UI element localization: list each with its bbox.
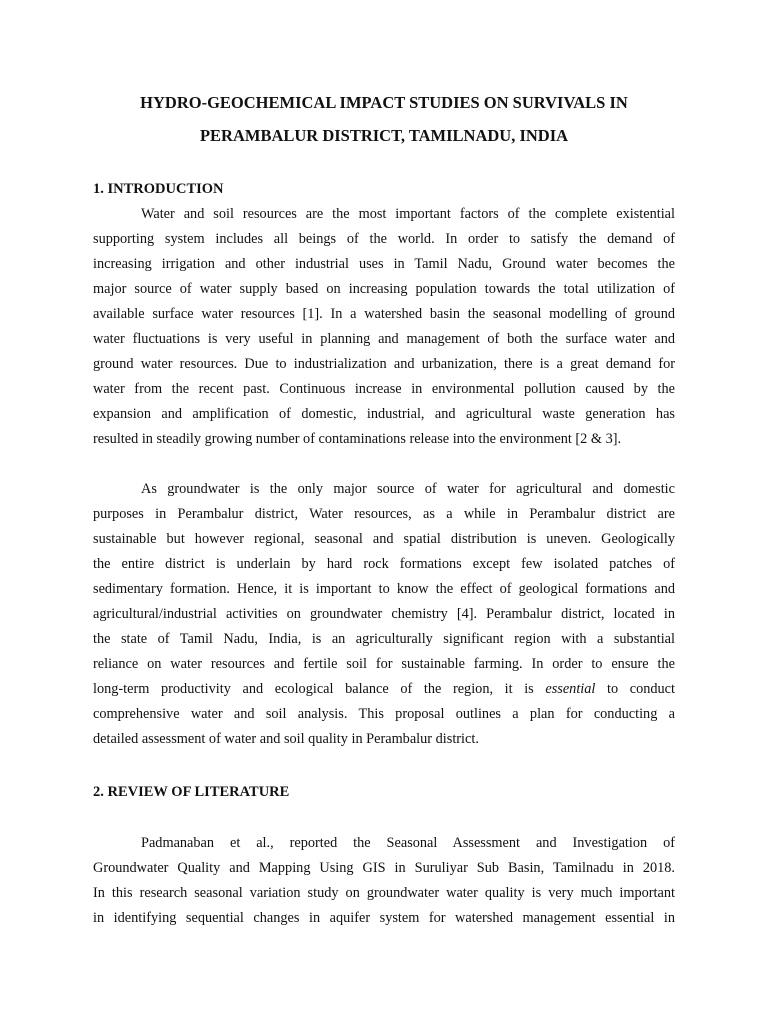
paragraph-line: As groundwater is the only major source of water for agricultural and domestic: [141, 481, 675, 497]
paragraph-line: expansion and amplification of domestic, industrial, and agricultural waste generation has: [93, 406, 675, 422]
paragraph-line: resulted in steadily growing number of contaminations release into the environment [2 & 3].: [93, 431, 622, 447]
paragraph-line: the entire district is underlain by hard rock formations except few isolated patches of: [93, 556, 675, 572]
review-paragraph-1: [93, 831, 675, 931]
section-heading-introduction: 1. INTRODUCTION: [93, 181, 224, 197]
paragraph-line: in identifying sequential changes in aquifer system for watershed management essential in: [93, 910, 675, 926]
paragraph-line: Groundwater Quality and Mapping Using GIS in Suruliyar Sub Basin, Tamilnadu in 2018.: [93, 860, 675, 876]
document-title-line-2: PERAMBALUR DISTRICT, TAMILNADU, INDIA: [199, 126, 569, 145]
paragraph-line: the state of Tamil Nadu, India, is an agriculturally significant region with a substantial: [93, 631, 675, 647]
paragraph-line: reliance on water resources and fertile soil for sustainable farming. In order to ensure the: [93, 656, 675, 672]
paragraph-line: supporting system includes all beings of the world. In order to satisfy the demand of: [93, 231, 675, 247]
paragraph-line: available surface water resources [1]. In a watershed basin the seasonal modelling of ground: [93, 306, 675, 322]
paragraph-line: sustainable but however regional, seasonal and spatial distribution is uneven. Geologically: [93, 531, 675, 547]
line-text-after-emphasis: to conduct: [595, 681, 676, 697]
line-text-before-emphasis: long-term productivity and ecological balance of the region, it is: [93, 681, 546, 697]
paragraph-line: water fluctuations is very useful in planning and management of both the surface water and: [93, 331, 675, 347]
paragraph-line: water from the recent past. Continuous increase in environmental pollution caused by the: [93, 381, 675, 397]
paragraph-line: major source of water supply based on increasing population towards the total utilization of: [93, 281, 675, 297]
paragraph-line: sedimentary formation. Hence, it is important to know the effect of geological formations and: [93, 581, 675, 597]
paragraph-line: purposes in Perambalur district, Water resources, as a while in Perambalur district are: [93, 506, 675, 522]
introduction-paragraph-1: [93, 202, 675, 452]
paragraph-line: detailed assessment of water and soil quality in Perambalur district.: [93, 731, 479, 747]
paragraph-line: comprehensive water and soil analysis. This proposal outlines a plan for conducting a: [93, 706, 675, 722]
paragraph-line: ground water resources. Due to industrialization and urbanization, there is a great demand for: [93, 356, 675, 372]
section-heading-review-of-literature: 2. REVIEW OF LITERATURE: [93, 784, 290, 800]
introduction-paragraph-2: [93, 477, 675, 752]
document-title-line-1: HYDRO-GEOCHEMICAL IMPACT STUDIES ON SURVIVALS IN: [140, 93, 628, 112]
paragraph-line: Padmanaban et al., reported the Seasonal Assessment and Investigation of: [141, 835, 675, 851]
paragraph-line-with-emphasis: [93, 677, 675, 702]
emphasized-word: essential: [545, 681, 596, 697]
paragraph-line: increasing irrigation and other industrial uses in Tamil Nadu, Ground water becomes the: [93, 256, 675, 272]
paragraph-line: agricultural/industrial activities on groundwater chemistry [4]. Perambalur district, located in: [93, 606, 675, 622]
paragraph-line: In this research seasonal variation study on groundwater water quality is very much important: [93, 885, 675, 901]
paragraph-line: Water and soil resources are the most important factors of the complete existential: [141, 206, 675, 222]
